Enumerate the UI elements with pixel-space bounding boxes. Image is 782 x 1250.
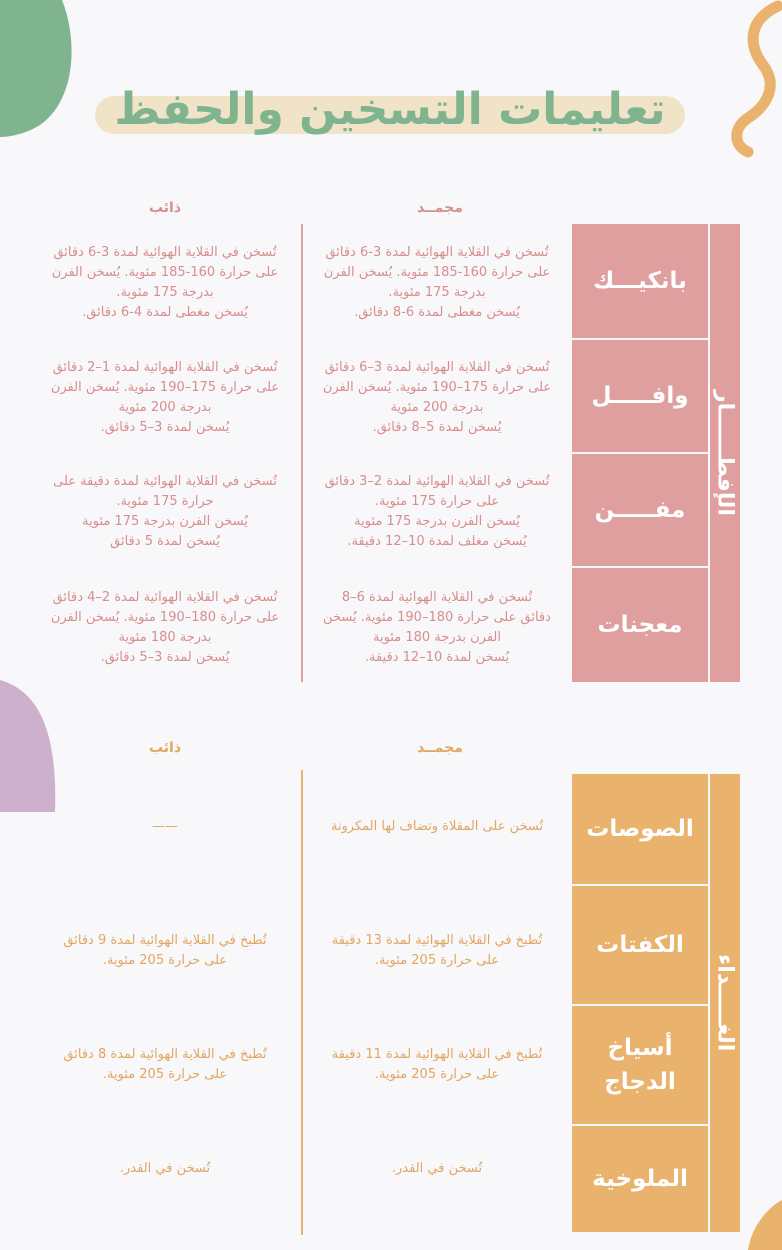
category-chicken-skewers: أسياخ الدجاج [572, 1006, 708, 1124]
s2-side-label: الغـــــداء [712, 954, 738, 1052]
sauces-frozen-text: تُسخن على المقلاة وتضاف لها المكرونة [330, 819, 544, 834]
s2-column-divider [301, 770, 303, 1235]
s1-thawed-header: ذائب [148, 200, 182, 216]
skewers-thawed-text: تُطبخ في القلاية الهوائية لمدة 8 دقائق على حرارة 205 مئوية. [63, 1047, 267, 1082]
s1-side-label: الإفطــــــار [712, 390, 738, 516]
category-pancake: بانكيـــك [572, 224, 708, 338]
pancake-frozen-text: تُسخن في القلاية الهوائية لمدة 3-6 دقائق على حرارة 160-185 مئوية. يُسخن الفرن بدرجة 175 مئوية. يُسخن مغطى لمدة 6-8 دقائق. [323, 245, 551, 320]
kofta-thawed-text: تُطبخ في القلاية الهوائية لمدة 9 دقائق على حرارة 205 مئوية. [63, 933, 267, 968]
muffin-thawed-text: تُسخن في القلاية الهوائية لمدة دقيقة على حرارة 175 مئوية. يُسخن الفرن بدرجة 175 مئوية يُسخن لمدة 5 دقائق [53, 474, 277, 549]
waffle-thawed-text: تُسخن في القلاية الهوائية لمدة 1–2 دقائق على حرارة 175–190 مئوية. يُسخن الفرن بدرجة 200 مئوية يُسخن لمدة 3–5 دقائق. [50, 360, 280, 435]
molokhia-frozen-text: تُسخن في القدر. [391, 1161, 483, 1176]
s2-thawed-header: ذائب [148, 740, 182, 756]
category-waffle: وافـــــل [572, 340, 708, 452]
pastries-thawed-text: تُسخن في القلاية الهوائية لمدة 2–4 دقائق على حرارة 180–190 مئوية. يُسخن الفرن بدرجة 180 مئوية يُسخن لمدة 3–5 دقائق. [50, 590, 280, 665]
category-pastries: معجنات [572, 568, 708, 682]
purple-semicircle-decoration [0, 680, 60, 815]
muffin-frozen-text: تُسخن في القلاية الهوائية لمدة 2–3 دقائق على حرارة 175 مئوية. يُسخن الفرن بدرجة 175 مئوية يُسخن مغلف لمدة 10–12 دقيقة. [324, 474, 550, 549]
orange-squiggle-decoration [708, 0, 782, 170]
s2-frozen-header: مجمــد [417, 740, 463, 756]
pastries-frozen-text: تُسخن في القلاية الهوائية لمدة 6–8 دقائق على حرارة 180–190 مئوية. يُسخن الفرن بدرجة 180 مئوية يُسخن لمدة 10–12 دقيقة. [323, 590, 551, 665]
s1-side-band [708, 224, 740, 682]
title-banner [95, 78, 685, 150]
s2-side-band [708, 774, 740, 1232]
green-blob-decoration [0, 0, 80, 140]
pancake-thawed-text: تُسخن في القلاية الهوائية لمدة 3-6 دقائق على حرارة 160-185 مئوية. يُسخن الفرن بدرجة 175 مئوية. يُسخن مغطى لمدة 4-6 دقائق. [51, 245, 279, 320]
category-kofta: الكفتات [572, 886, 708, 1004]
category-molokhia: الملوخية [572, 1126, 708, 1232]
page-title: تعليمات التسخين والحفظ [114, 84, 666, 135]
s1-column-divider [301, 224, 303, 682]
molokhia-thawed-text: تُسخن في القدر. [119, 1161, 211, 1176]
s1-frozen-header: مجمــد [417, 200, 463, 216]
category-sauces: الصوصات [572, 774, 708, 884]
waffle-frozen-text: تُسخن في القلاية الهوائية لمدة 3–6 دقائق على حرارة 175–190 مئوية. يُسخن الفرن بدرجة 200 مئوية يُسخن لمدة 5–8 دقائق. [322, 360, 552, 435]
skewers-frozen-text: تُطبخ في القلاية الهوائية لمدة 11 دقيقة على حرارة 205 مئوية. [331, 1047, 543, 1082]
category-muffin: مفـــــن [572, 454, 708, 566]
kofta-frozen-text: تُطبخ في القلاية الهوائية لمدة 13 دقيقة على حرارة 205 مئوية. [331, 933, 543, 968]
orange-corner-decoration [746, 1200, 782, 1250]
sauces-thawed-text: —— [152, 819, 178, 834]
